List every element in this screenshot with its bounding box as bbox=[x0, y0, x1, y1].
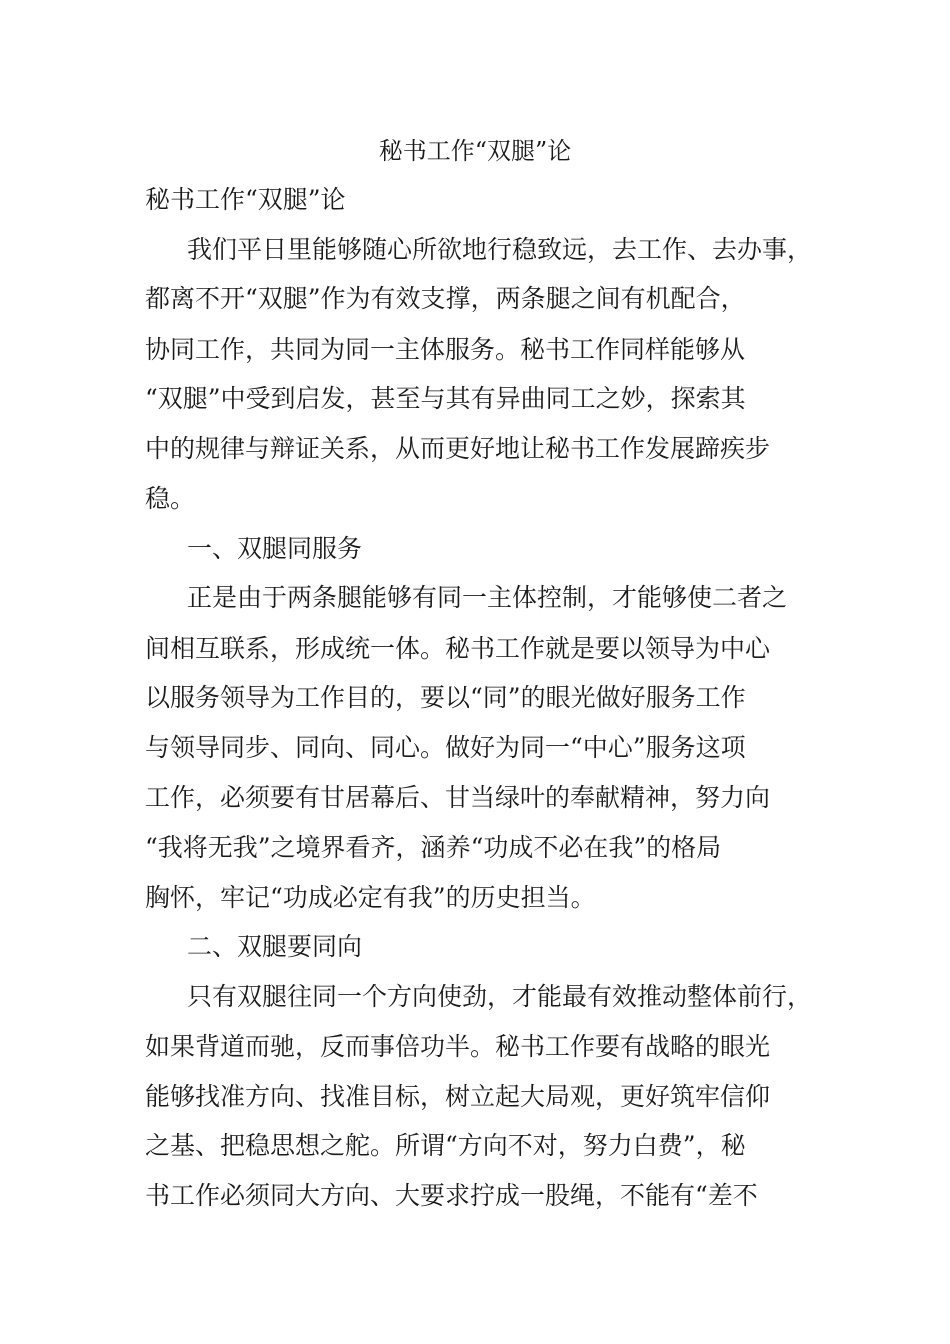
paragraph-line: 协同工作，共同为同一主体服务。秘书工作同样能够从 bbox=[145, 335, 746, 364]
paragraph-line: 以服务领导为工作目的，要以“同”的眼光做好服务工作 bbox=[145, 683, 746, 712]
paragraph-line: 我们平日里能够随心所欲地行稳致远，去工作、去办事， bbox=[187, 235, 813, 264]
paragraph-line: 都离不开“双腿”作为有效支撑，两条腿之间有机配合， bbox=[145, 284, 746, 313]
paragraph-line: 与领导同步、同向、同心。做好为同一“中心”服务这项 bbox=[145, 733, 746, 762]
paragraph-line: 工作，必须要有甘居幕后、甘当绿叶的奉献精神，努力向 bbox=[145, 783, 771, 812]
paragraph-line: 中的规律与辩证关系，从而更好地让秘书工作发展蹄疾步 bbox=[145, 434, 771, 463]
paragraph-line: 书工作必须同大方向、大要求拧成一股绳，不能有“差不 bbox=[145, 1181, 758, 1210]
paragraph-line: 能够找准方向、找准目标，树立起大局观，更好筑牢信仰 bbox=[145, 1082, 771, 1111]
document-subtitle: 秘书工作“双腿”论 bbox=[145, 185, 346, 214]
paragraph-line: 稳。 bbox=[145, 484, 196, 513]
paragraph-line: 只有双腿往同一个方向使劲，才能最有效推动整体前行， bbox=[187, 982, 813, 1011]
paragraph-line: 间相互联系，形成统一体。秘书工作就是要以领导为中心 bbox=[145, 634, 771, 663]
paragraph-line: “我将无我”之境界看齐，涵养“功成不必在我”的格局 bbox=[145, 833, 722, 862]
paragraph-line: 正是由于两条腿能够有同一主体控制，才能够使二者之 bbox=[187, 583, 788, 612]
paragraph-line: “双腿”中受到启发，甚至与其有异曲同工之妙，探索其 bbox=[145, 384, 746, 413]
section-heading-1: 一、双腿同服务 bbox=[187, 534, 363, 563]
paragraph-line: 胸怀，牢记“功成必定有我”的历史担当。 bbox=[145, 883, 596, 912]
paragraph-line: 之基、把稳思想之舵。所谓“方向不对，努力白费”，秘 bbox=[145, 1131, 746, 1160]
section-heading-2: 二、双腿要同向 bbox=[187, 932, 363, 961]
paragraph-line: 如果背道而驰，反而事倍功半。秘书工作要有战略的眼光 bbox=[145, 1032, 771, 1061]
document-title: 秘书工作“双腿”论 bbox=[378, 137, 572, 165]
